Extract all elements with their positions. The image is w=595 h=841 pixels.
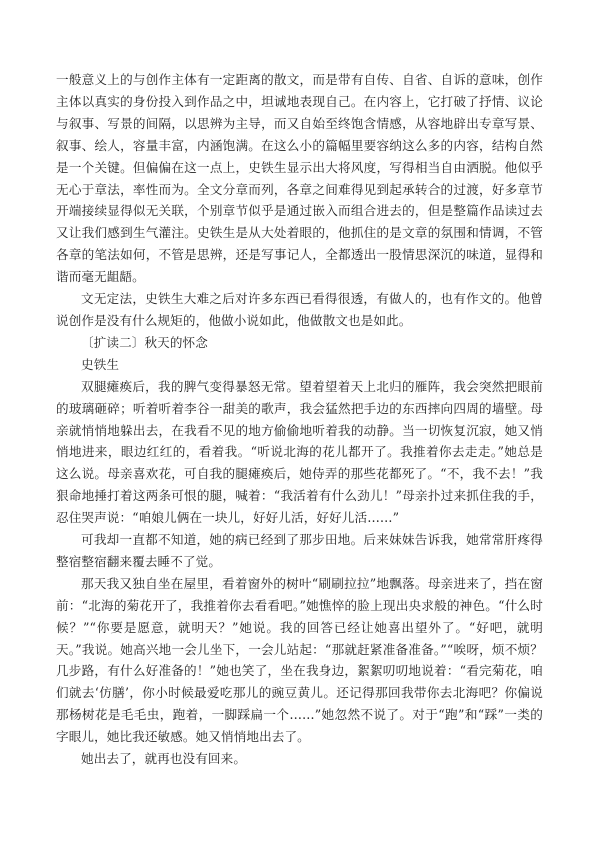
section-title: 〔扩读二〕秋天的怀念 bbox=[81, 334, 208, 350]
paragraph-essay-analysis: 一般意义上的与创作主体有一定距离的散文，而是带有自传、自省、自诉的意味，创作主体以真实的身份投入到作品之中，坦诚地表现自己。在内容上，它打破了抒情、议论与叙事、写景的间隔，以思辨为主导，而又自始至终饱含情感，从容地辟出专章写景、叙事、绘人，容量丰富，内涵饱满。在这么小的篇幅里要容纳这么多的内容，结构自然是一个关键。但偏偏在这一点上，史铁生显示出大将风度，写得相当自由洒脱。他似乎无心于章法，率性而为。全文分章而列，各章之间难得见到起承转合的过渡，好多章节开端接续显得似无关联，个别章节似乎是通过嵌入而组合进去的，但是整篇作品读过去又让我们感到生气灌注。史铁生是从大处着眼的，他抓住的是文章的氛围和情调，不管各章的笔法如何，不管是思辨，还是写事记人，全都透出一股情思深沉的味道，显得和谐而毫无龃龉。 bbox=[56, 72, 543, 285]
author-name: 史铁生 bbox=[81, 356, 120, 372]
paragraph-story-4: 她出去了，就再也没有回来。 bbox=[81, 751, 247, 767]
paragraph-story-2: 可我却一直都不知道，她的病已经到了那步田地。后来妹妹告诉我，她常常肝疼得整宿整宿翻来覆去睡不了觉。 bbox=[56, 532, 543, 569]
paragraph-no-fixed-method: 文无定法，史铁生大难之后对许多东西已看得很透，有做人的，也有作文的。他曾说创作是没有什么规矩的，他做小说如此，他做散文也是如此。 bbox=[56, 291, 543, 328]
document-body bbox=[56, 69, 543, 770]
paragraph-story-3: 那天我又独自坐在屋里，看着窗外的树叶“刷刷拉拉”地飘落。母亲进来了，挡在窗前：“北海的菊花开了，我推着你去看看吧。”她憔悴的脸上现出央求般的神色。“什么时候？”“你要是愿意，就明天？”她说。我的回答已经让她喜出望外了。“好吧，就明天。”我说。她高兴地一会儿坐下，一会儿站起：“那就赶紧准备准备。”“唉呀，烦不烦？几步路，有什么好准备的！”她也笑了，坐在我身边，絮絮叨叨地说着：“看完菊花，咱们就去‘仿膳’，你小时候最爱吃那儿的豌豆黄儿。还记得那回我带你去北海吧？你偏说那杨树花是毛毛虫，跑着，一脚踩扁一个……”她忽然不说了。对于“跑”和“踩”一类的字眼儿，她比我还敏感。她又悄悄地出去了。 bbox=[56, 575, 543, 745]
paragraph-story-1: 双腿瘫痪后，我的脾气变得暴怒无常。望着望着天上北归的雁阵，我会突然把眼前的玻璃砸碎；听着听着李谷一甜美的歌声，我会猛然把手边的东西摔向四周的墙壁。母亲就悄悄地躲出去，在我看不见的地方偷偷地听着我的动静。当一切恢复沉寂，她又悄悄地进来，眼边红红的，看着我。“听说北海的花儿都开了。我推着你去走走。”她总是这么说。母亲喜欢花，可自我的腿瘫痪后，她侍弄的那些花都死了。“不，我不去！”我狠命地捶打着这两条可恨的腿，喊着：“我活着有什么劲儿！”母亲扑过来抓住我的手，忍住哭声说：“咱娘儿俩在一块儿，好好儿活，好好儿活……” bbox=[56, 378, 543, 526]
